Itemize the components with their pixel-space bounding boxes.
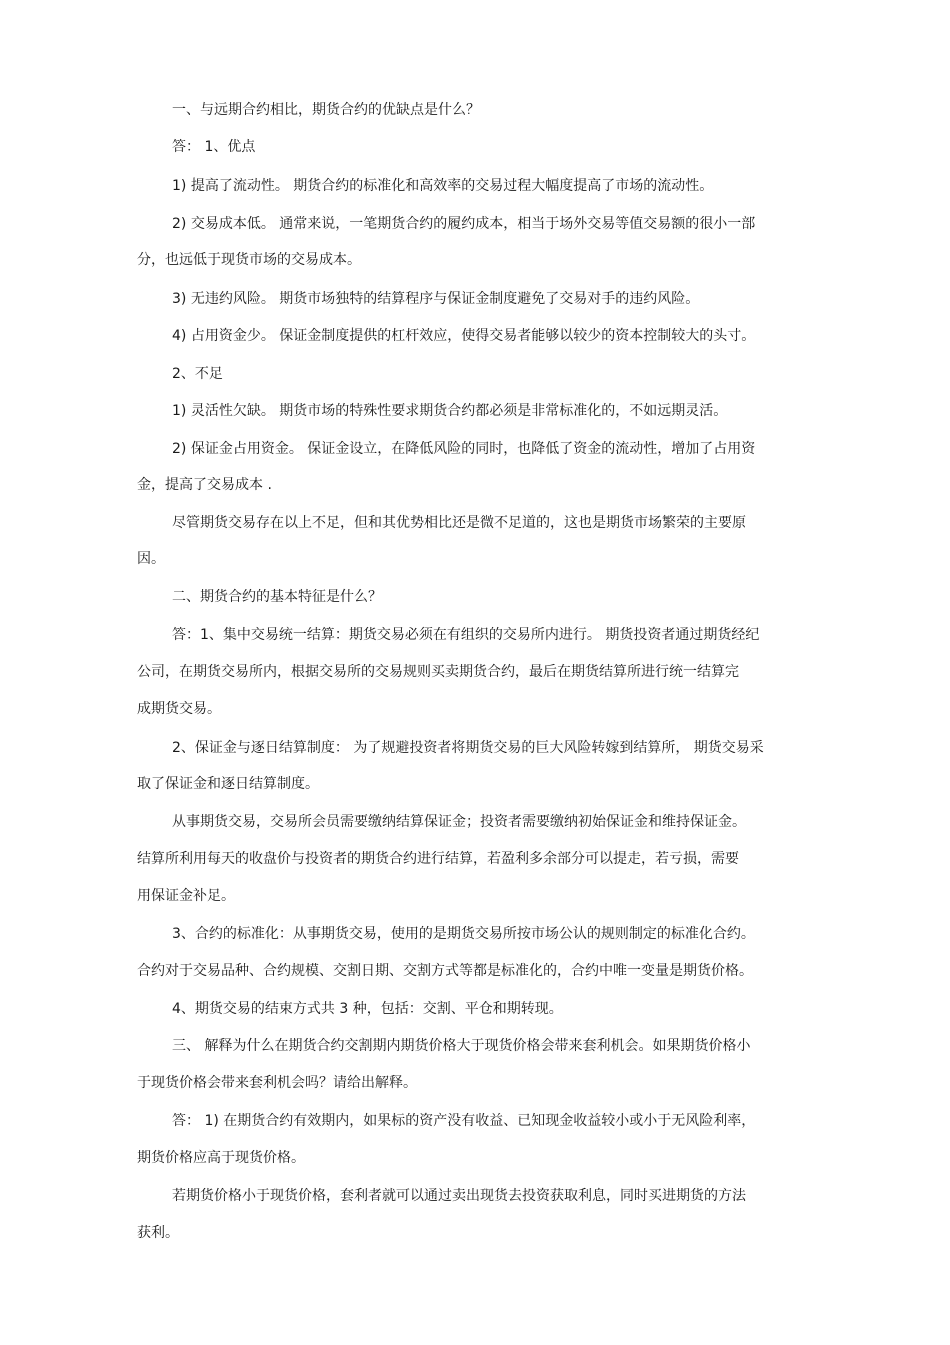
advantage-2: 2) 交易成本低。 通常来说，一笔期货合约的履约成本，相当于场外交易等值交易额的很小一部 xyxy=(172,216,756,232)
feature-3: 3、合约的标准化：从事期货交易，使用的是期货交易所按市场公认的规则制定的标准化合约。 xyxy=(172,926,755,942)
advantage-3: 3) 无违约风险。 期货市场独特的结算程序与保证金制度避免了交易对手的违约风险。 xyxy=(172,291,700,307)
feature-1-continued: 公司，在期货交易所内，根据交易所的交易规则买卖期货合约，最后在期货结算所进行统一结算完 xyxy=(137,664,739,680)
feature-2-continued: 取了保证金和逐日结算制度。 xyxy=(137,776,319,792)
answer-3-part-2-continued: 获利。 xyxy=(137,1225,179,1241)
disadvantage-2-continued: 金，提高了交易成本 . xyxy=(137,477,272,493)
feature-4: 4、期货交易的结束方式共 3 种，包括：交割、平仓和期转现。 xyxy=(172,1001,563,1017)
answer-1-advantages-heading: 答： 1、优点 xyxy=(172,139,256,155)
feature-1: 答：1、集中交易统一结算：期货交易必须在有组织的交易所内进行。 期货投资者通过期货经纪 xyxy=(172,627,760,643)
feature-2-detail-continued: 结算所利用每天的收盘价与投资者的期货合约进行结算，若盈利多余部分可以提走，若亏损，需要 xyxy=(137,851,739,867)
summary-paragraph-continued: 因。 xyxy=(137,551,165,567)
answer-3-part-1: 答： 1) 在期货合约有效期内，如果标的资产没有收益、已知现金收益较小或小于无风险利率， xyxy=(172,1113,756,1129)
answer-3-part-2: 若期货价格小于现货价格，套利者就可以通过卖出现货去投资获取利息，同时买进期货的方法 xyxy=(172,1188,746,1204)
disadvantage-1: 1) 灵活性欠缺。 期货市场的特殊性要求期货合约都必须是非常标准化的，不如远期灵活。 xyxy=(172,403,728,419)
advantage-4: 4) 占用资金少。 保证金制度提供的杠杆效应，使得交易者能够以较少的资本控制较大的头寸。 xyxy=(172,328,756,344)
answer-3-part-1-continued: 期货价格应高于现货价格。 xyxy=(137,1150,305,1166)
advantage-2-continued: 分，也远低于现货市场的交易成本。 xyxy=(137,252,361,268)
feature-1-continued-2: 成期货交易。 xyxy=(137,701,221,717)
question-3-heading-continued: 于现货价格会带来套利机会吗？请给出解释。 xyxy=(137,1075,417,1091)
question-3-heading: 三、 解释为什么在期货合约交割期内期货价格大于现货价格会带来套利机会。如果期货价格小 xyxy=(172,1038,751,1054)
feature-3-continued: 合约对于交易品种、合约规模、交割日期、交割方式等都是标准化的，合约中唯一变量是期货价格。 xyxy=(137,963,753,979)
advantage-1: 1) 提高了流动性。 期货合约的标准化和高效率的交易过程大幅度提高了市场的流动性。 xyxy=(172,178,714,194)
feature-2: 2、保证金与逐日结算制度： 为了规避投资者将期货交易的巨大风险转嫁到结算所， 期货交易采 xyxy=(172,740,764,756)
question-2-heading: 二、期货合约的基本特征是什么？ xyxy=(172,589,382,605)
disadvantages-heading: 2、不足 xyxy=(172,366,223,382)
question-1-heading: 一、与远期合约相比，期货合约的优缺点是什么？ xyxy=(172,102,480,118)
feature-2-detail-continued-2: 用保证金补足。 xyxy=(137,888,235,904)
summary-paragraph: 尽管期货交易存在以上不足，但和其优势相比还是微不足道的，这也是期货市场繁荣的主要原 xyxy=(172,515,746,531)
feature-2-detail: 从事期货交易，交易所会员需要缴纳结算保证金；投资者需要缴纳初始保证金和维持保证金。 xyxy=(172,814,746,830)
disadvantage-2: 2) 保证金占用资金。 保证金设立，在降低风险的同时，也降低了资金的流动性，增加了占用资 xyxy=(172,441,756,457)
